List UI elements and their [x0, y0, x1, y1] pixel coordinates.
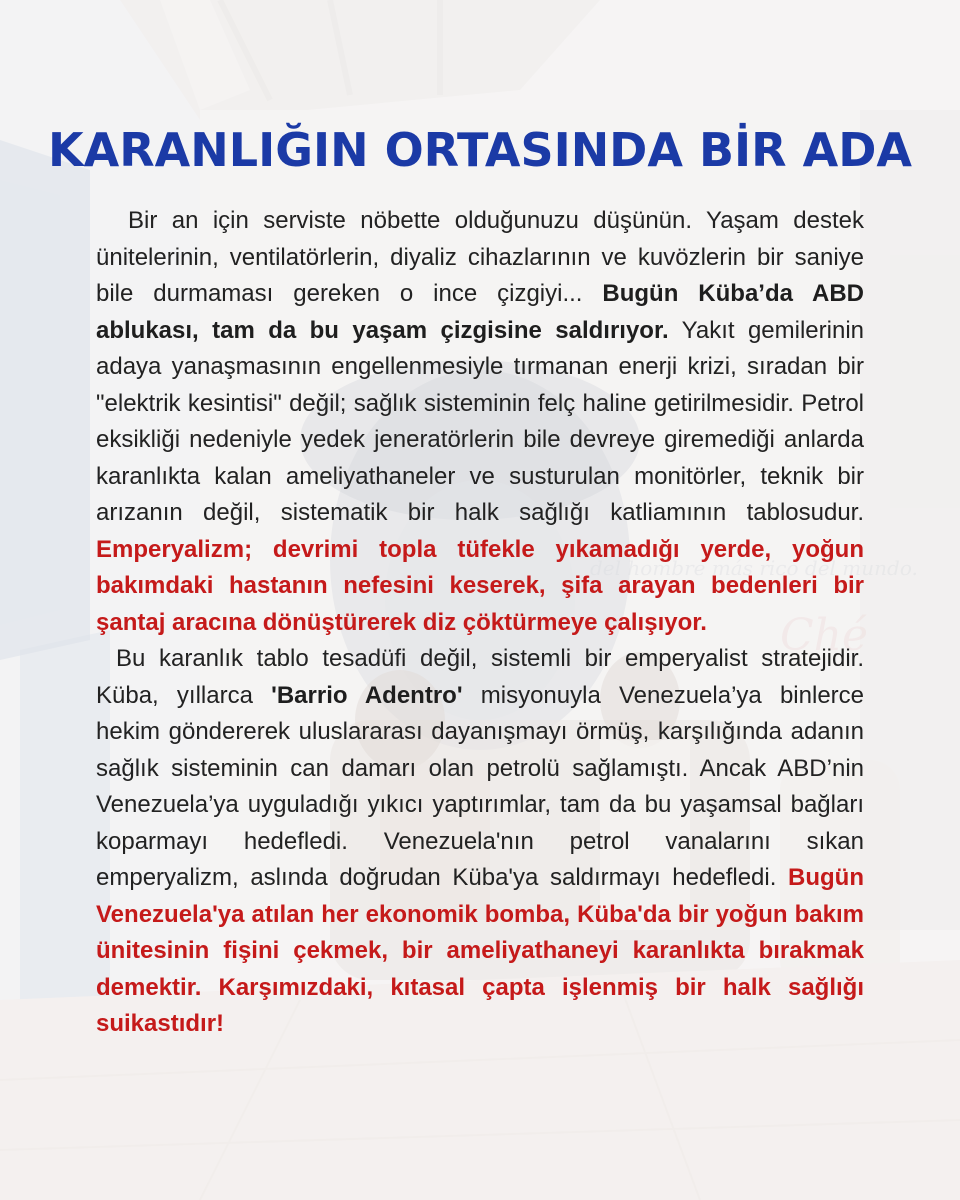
page-title: KARANLIĞIN ORTASINDA BİR ADA	[48, 122, 912, 177]
p2-red-highlight: Bugün Venezuela'ya atılan her ekonomik bomba, Küba'da bir yoğun bakım ünitesinin fişini çekmek, bir ameliyathaneyi karanlıkta bırakmak demektir. Karşımızdaki, kıtasal çapta işlenmiş bir halk sağlığı suikastıdır!	[96, 864, 864, 1037]
p1-text-2: Yakıt gemilerinin adaya yanaşmasının engellenmesiyle tırmanan enerji krizi, sıradan bir "elektrik kesintisi" değil; sağlık sisteminin felç haline getirilmesidir. Petrol eksikliği nedeniyle yedek jeneratörlerin bile devreye giremediği anlarda karanlıkta kalan ameliyathaneler ve susturulan monitörler, teknik bir arızanın değil, sistematik bir halk sağlığı katliamının tablosudur.	[96, 316, 864, 526]
paragraph-1	[96, 203, 864, 641]
p2-text-2: misyonuyla Venezuela’ya binlerce hekim göndererek uluslararası dayanışmayı örmüş, karşılığında adanın sağlık sisteminin can damarı olan petrolü sağlamıştı. Ancak ABD’nin Venezuela’ya uyguladığı yıkıcı yaptırımlar, tam da bu yaşamsal bağları koparmayı hedefledi. Venezuela'nın petrol vanalarını sıkan emperyalizm, aslında doğrudan Küba'ya saldırmayı hedefledi.	[96, 681, 865, 891]
article-body	[96, 203, 864, 1043]
p2-text-1: Bu karanlık tablo tesadüfi değil, sistemli bir emperyalist stratejidir. Küba, yıllarca	[96, 645, 864, 709]
p1-red-highlight: Emperyalizm; devrimi topla tüfekle yıkamadığı yerde, yoğun bakımdaki hastanın nefesini keserek, şifa arayan bedenleri bir şantaj aracına dönüştürerek diz çöktürmeye çalışıyor.	[96, 535, 864, 636]
p2-bold-1: 'Barrio Adentro'	[271, 681, 463, 709]
p1-text-1: Bir an için serviste nöbette olduğunuzu düşünün. Yaşam destek ünitelerinin, ventilatörlerin, diyaliz cihazlarının ve kuvözlerin bir saniye bile durmaması gereken o ince çizgiyi...	[96, 207, 864, 307]
paragraph-2	[96, 641, 864, 1043]
p1-bold-1: Bugün Küba’da ABD ablukası, tam da bu yaşam çizgisine saldırıyor.	[96, 280, 864, 344]
